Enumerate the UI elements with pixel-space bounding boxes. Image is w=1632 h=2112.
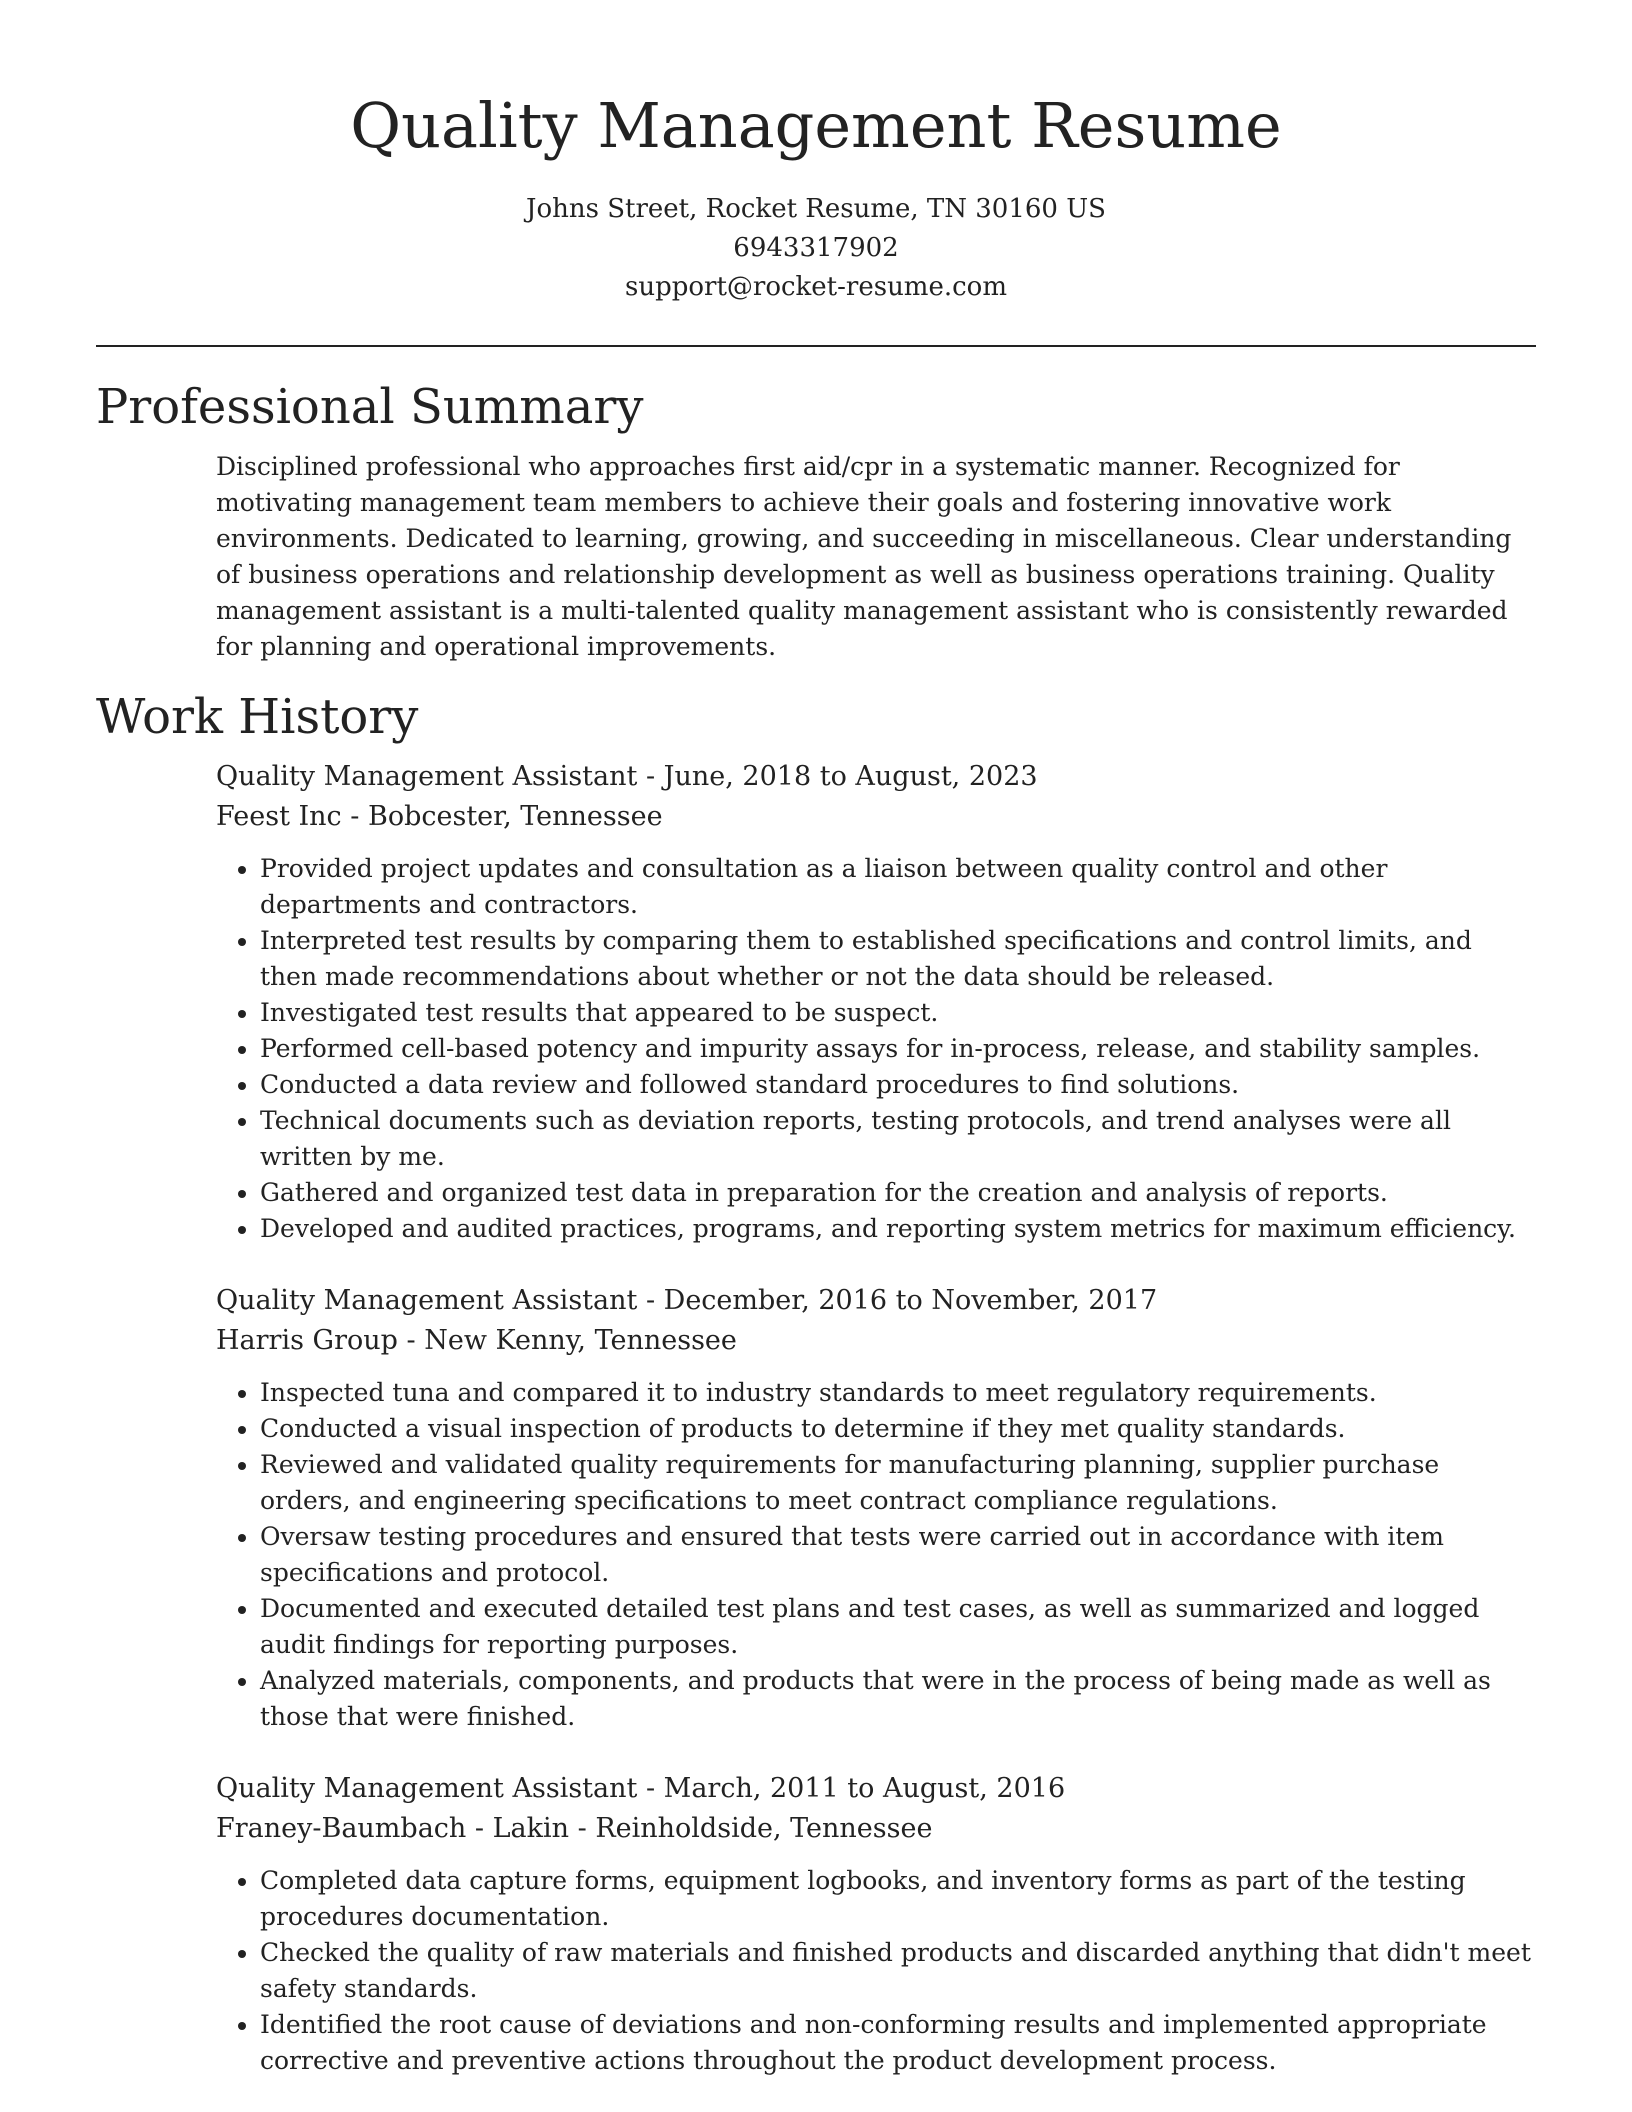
- list-item: • Gathered and organized test data in preparation for the creation and analysis of reports.: [260, 1175, 1536, 1211]
- separator: -: [637, 761, 664, 792]
- job-dates: June, 2018 to August, 2023: [663, 761, 1038, 792]
- job-company: Feest Inc: [216, 801, 342, 832]
- list-item: • Investigated test results that appeared to be suspect.: [260, 995, 1536, 1031]
- header-divider: [96, 345, 1536, 347]
- summary-text: Disciplined professional who approaches first aid/cpr in a systematic manner. Recognized for motivating management team members to achieve their goals and fostering innovative work environments. Dedicated to learning, growing, and succeeding in miscellaneous. Clear understanding of business operations and relationship development as well as business operations training. Quality management assistant is a multi-talented quality management assistant who is consistently rewarded for planning and operational improvements.: [216, 452, 1512, 661]
- job-title: Quality Management Assistant: [216, 1773, 638, 1804]
- job-title-line: [216, 1769, 1536, 1809]
- job-location: New Kenny, Tennessee: [424, 1325, 737, 1356]
- job-company: Harris Group: [216, 1325, 398, 1356]
- job-dates: March, 2011 to August, 2016: [663, 1773, 1066, 1804]
- job-bullets: [216, 1863, 1536, 2079]
- job-entry: [216, 1769, 1536, 2079]
- work-history-heading: Work History: [96, 689, 419, 745]
- resume-header: [96, 0, 1536, 307]
- job-company-line: [216, 1809, 1536, 1849]
- job-entry: [216, 1281, 1536, 1735]
- job-company-line: [216, 797, 1536, 837]
- list-item: • Technical documents such as deviation reports, testing protocols, and trend analyses were all written by me.: [260, 1103, 1536, 1175]
- list-item: • Reviewed and validated quality requirements for manufacturing planning, supplier purchase orders, and engineering specifications to meet contract compliance regulations.: [260, 1447, 1536, 1519]
- job-entry: [216, 757, 1536, 1247]
- contact-address: Johns Street, Rocket Resume, TN 30160 US: [526, 194, 1106, 224]
- list-item: • Analyzed materials, components, and products that were in the process of being made as well as those that were finished.: [260, 1663, 1536, 1735]
- job-location: Reinholdside, Tennessee: [595, 1813, 933, 1844]
- list-item: • Developed and audited practices, programs, and reporting system metrics for maximum efficiency.: [260, 1211, 1536, 1247]
- list-item: • Performed cell-based potency and impurity assays for in-process, release, and stability samples.: [260, 1031, 1536, 1067]
- job-company-line: [216, 1321, 1536, 1361]
- list-item: • Conducted a data review and followed standard procedures to find solutions.: [260, 1067, 1536, 1103]
- list-item: • Interpreted test results by comparing them to established specifications and control limits, and then made recommendations about whether or not the data should be released.: [260, 923, 1536, 995]
- list-item: • Identified the root cause of deviations and non-conforming results and implemented appropriate corrective and preventive actions throughout the product development process.: [260, 2007, 1536, 2079]
- job-location: Bobcester, Tennessee: [367, 801, 663, 832]
- job-bullets: [216, 851, 1536, 1247]
- contact-block: [96, 190, 1536, 307]
- list-item: • Checked the quality of raw materials and finished products and discarded anything that didn't meet safety standards.: [260, 1935, 1536, 2007]
- contact-phone: 6943317902: [733, 233, 899, 263]
- separator: -: [569, 1813, 596, 1844]
- separator: -: [637, 1773, 664, 1804]
- list-item: • Provided project updates and consultation as a liaison between quality control and other departments and contractors.: [260, 851, 1536, 923]
- job-title-line: [216, 1281, 1536, 1321]
- resume-title: Quality Management Resume: [350, 89, 1282, 162]
- list-item: • Documented and executed detailed test plans and test cases, as well as summarized and logged audit findings for reporting purposes.: [260, 1591, 1536, 1663]
- summary-section: [96, 377, 1536, 665]
- separator: -: [637, 1285, 664, 1316]
- list-item: • Completed data capture forms, equipment logbooks, and inventory forms as part of the testing procedures documentation.: [260, 1863, 1536, 1935]
- job-company: Franey-Baumbach - Lakin: [216, 1813, 570, 1844]
- list-item: • Conducted a visual inspection of products to determine if they met quality standards.: [260, 1411, 1536, 1447]
- contact-email: support@rocket-resume.com: [624, 272, 1007, 302]
- job-dates: December, 2016 to November, 2017: [663, 1285, 1158, 1316]
- list-item: • Oversaw testing procedures and ensured that tests were carried out in accordance with item specifications and protocol.: [260, 1519, 1536, 1591]
- job-bullets: [216, 1375, 1536, 1735]
- separator: -: [397, 1325, 425, 1356]
- job-title: Quality Management Assistant: [216, 1285, 638, 1316]
- job-title-line: [216, 757, 1536, 797]
- list-item: • Inspected tuna and compared it to industry standards to meet regulatory requirements.: [260, 1375, 1536, 1411]
- summary-heading: Professional Summary: [96, 379, 644, 435]
- job-title: Quality Management Assistant: [216, 761, 638, 792]
- work-history-section: [96, 687, 1536, 2079]
- separator: -: [341, 801, 368, 832]
